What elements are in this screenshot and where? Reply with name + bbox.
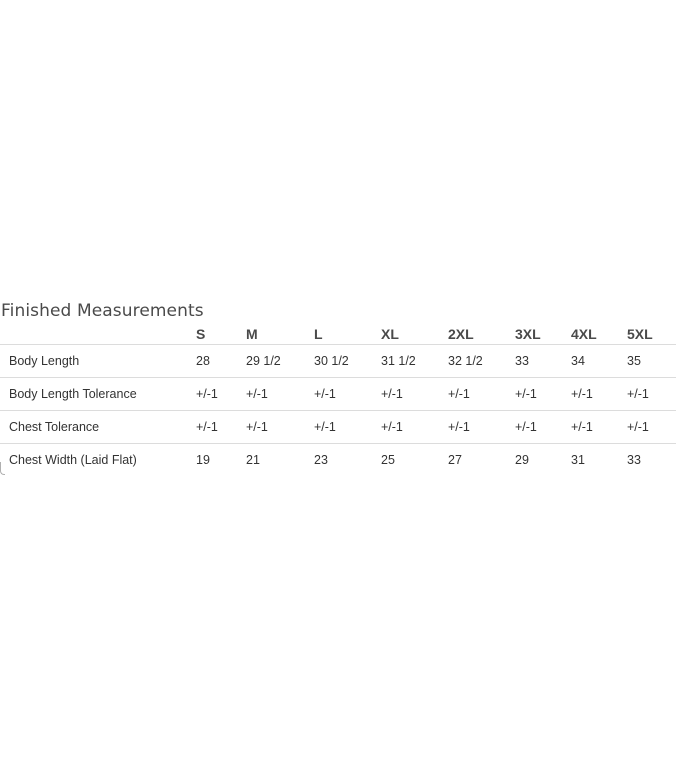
measurement-cell: +/-1: [563, 378, 619, 411]
table-row: [0, 411, 676, 444]
measurement-cell: +/-1: [619, 411, 676, 444]
measurement-cell: +/-1: [619, 378, 676, 411]
measurement-cell: +/-1: [188, 411, 238, 444]
size-header: 3XL: [507, 324, 563, 345]
measurement-cell: 31: [571, 453, 585, 467]
measurement-cell: +/-1: [238, 411, 306, 444]
measurement-cell: 19: [196, 453, 210, 467]
measurement-cell: +/-1: [507, 378, 563, 411]
measurement-cell: +/-1: [188, 378, 238, 411]
size-chart-table: [0, 324, 676, 476]
measurement-cell: 25: [381, 453, 395, 467]
size-header: M: [238, 324, 306, 345]
measurement-cell: 23: [314, 453, 328, 467]
table-row: [0, 378, 676, 411]
measurement-cell: +/-1: [373, 411, 440, 444]
size-header: XL: [373, 324, 440, 345]
table-row: [0, 444, 676, 477]
measurement-cell: 30 1/2: [306, 345, 373, 378]
measurements-section: [0, 298, 678, 476]
size-header: L: [306, 324, 373, 345]
measurement-cell: +/-1: [440, 378, 507, 411]
measurement-cell: 33: [627, 453, 641, 467]
size-header: 4XL: [563, 324, 619, 345]
size-header: S: [188, 324, 238, 345]
measurement-cell: +/-1: [306, 378, 373, 411]
measurement-cell: +/-1: [238, 378, 306, 411]
measurement-cell: 28: [188, 345, 238, 378]
table-row: [0, 345, 676, 378]
measurement-cell: 21: [246, 453, 260, 467]
measurement-cell: 29: [515, 453, 529, 467]
row-label: Chest Tolerance: [0, 411, 188, 444]
table-header-row: [0, 324, 676, 345]
measurement-cell: 33: [507, 345, 563, 378]
row-label: Body Length Tolerance: [0, 378, 188, 411]
measurement-cell: 34: [563, 345, 619, 378]
measurement-cell: 29 1/2: [238, 345, 306, 378]
row-label: Chest Width (Laid Flat): [9, 453, 137, 467]
corner-bracket-decoration: [0, 462, 5, 475]
measurement-cell: +/-1: [440, 411, 507, 444]
measurement-cell: 35: [619, 345, 676, 378]
measurement-cell: 31 1/2: [373, 345, 440, 378]
measurement-cell: 32 1/2: [440, 345, 507, 378]
measurement-cell: +/-1: [563, 411, 619, 444]
section-title: Finished Measurements: [1, 301, 204, 321]
row-label: Body Length: [0, 345, 188, 378]
size-header: 5XL: [619, 324, 676, 345]
header-label-cell: [0, 324, 188, 345]
measurement-cell: +/-1: [507, 411, 563, 444]
measurement-cell: 27: [448, 453, 462, 467]
measurement-cell: +/-1: [306, 411, 373, 444]
measurement-cell: +/-1: [373, 378, 440, 411]
size-header: 2XL: [440, 324, 507, 345]
